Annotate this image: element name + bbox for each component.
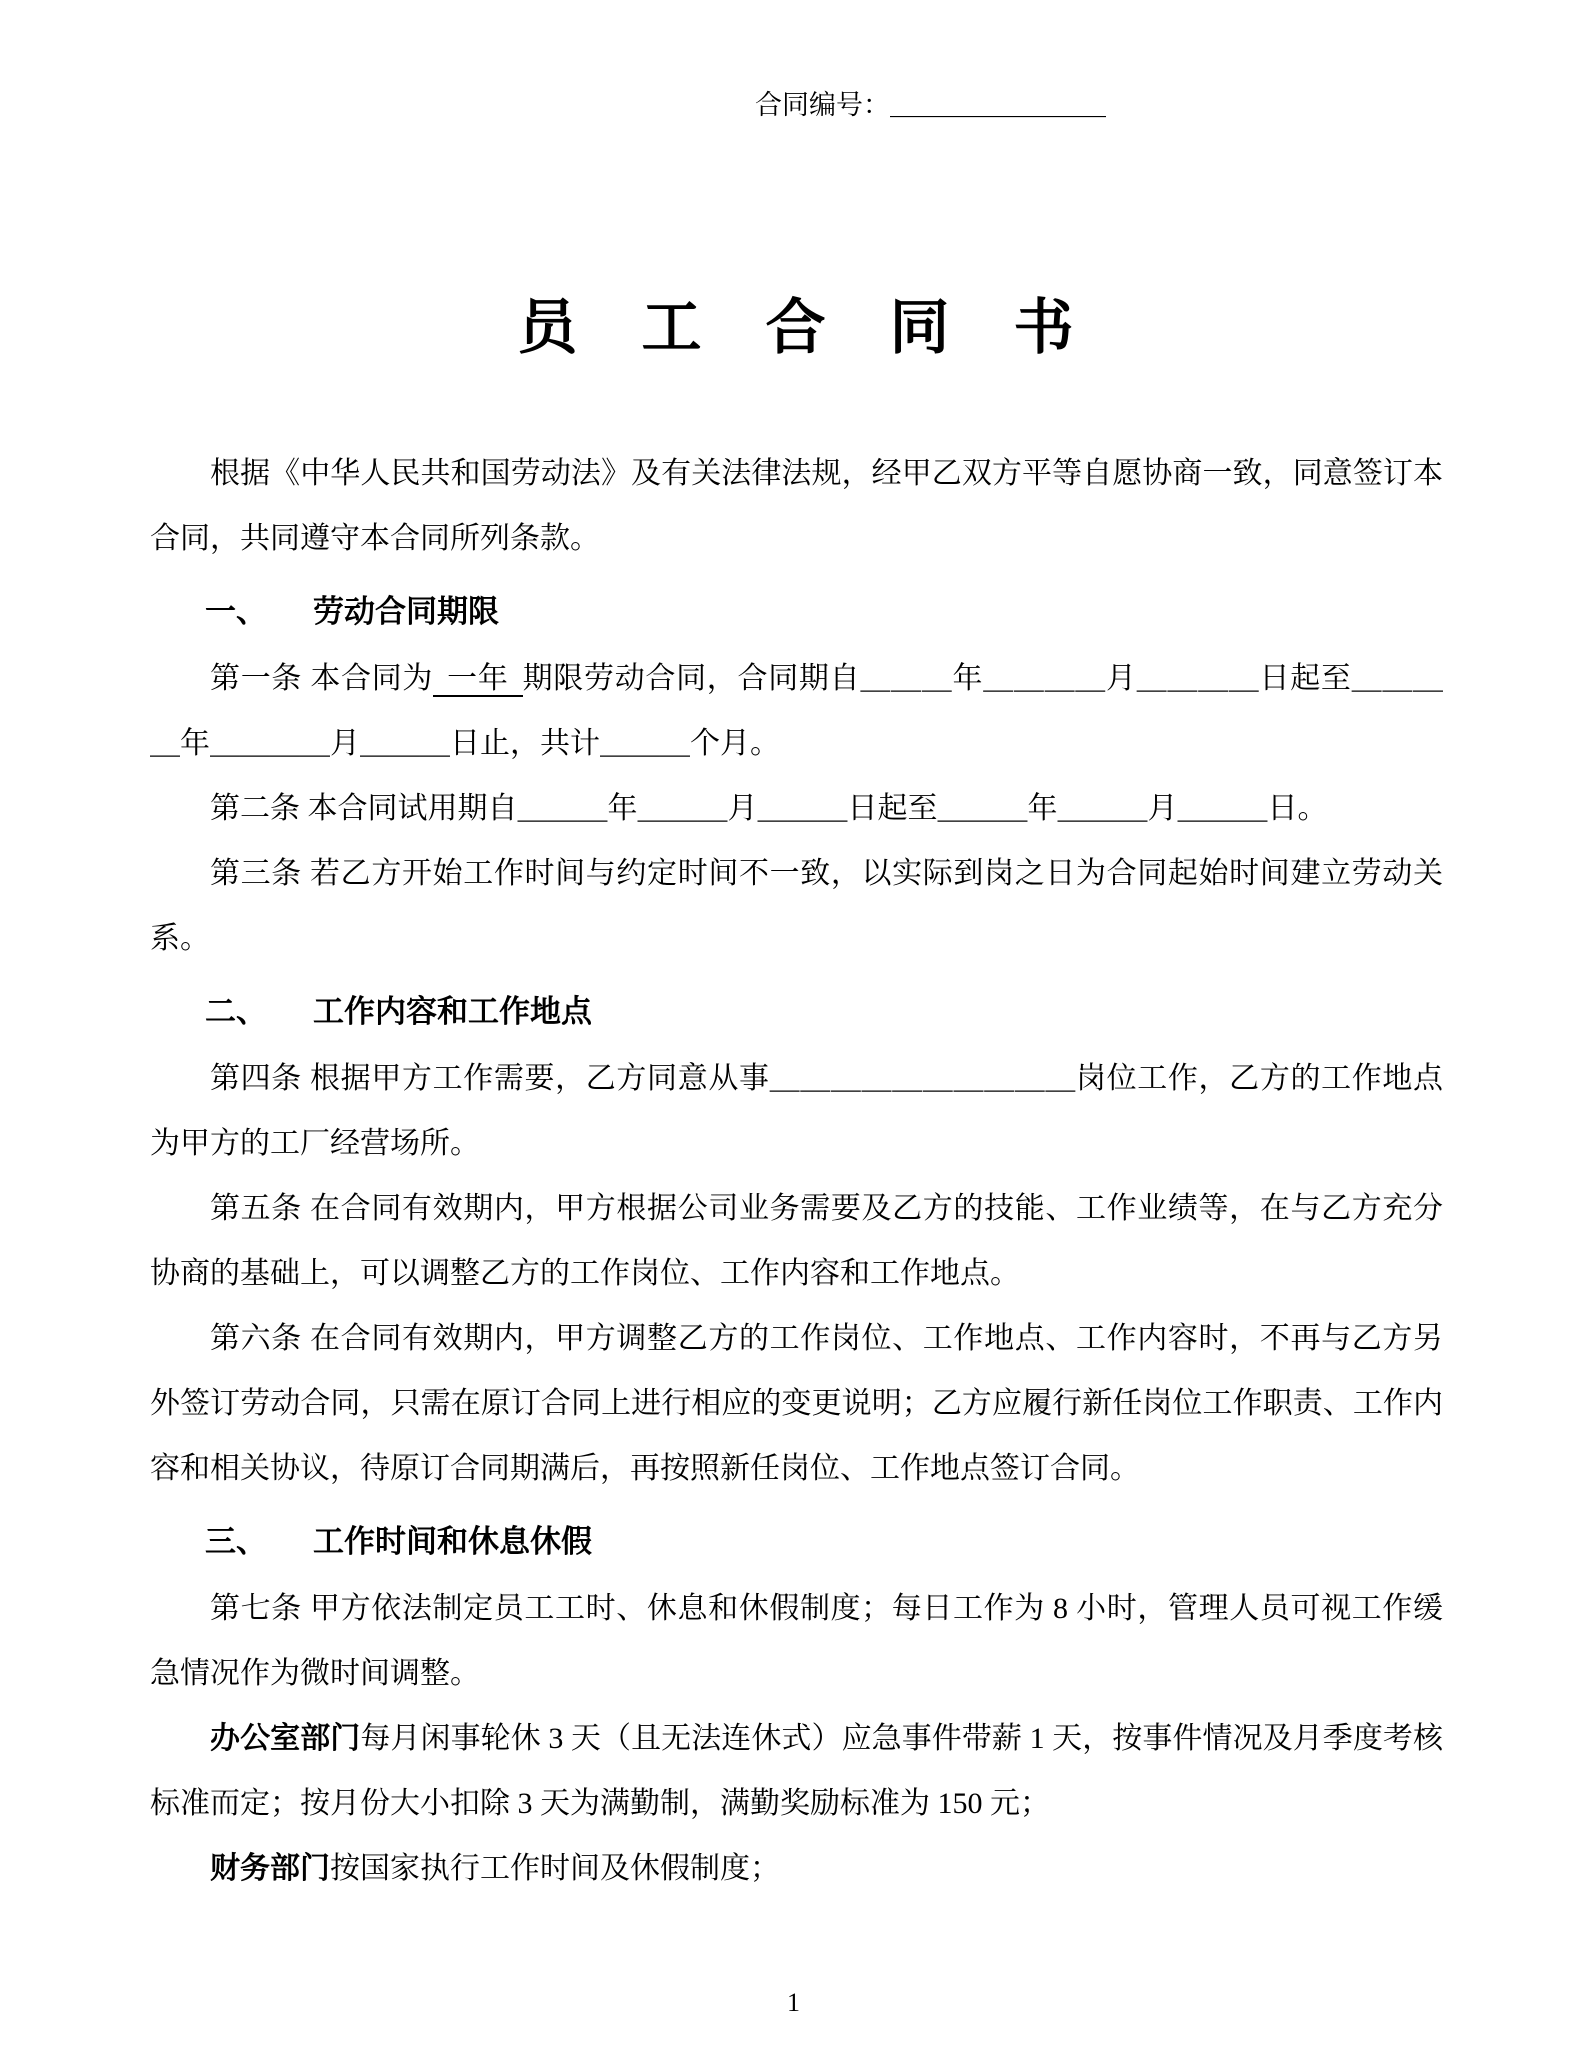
- section-1-title: 劳动合同期限: [313, 594, 499, 629]
- document-title: 员 工 合 同 书: [517, 295, 1076, 361]
- section-2-title: 工作内容和工作地点: [313, 994, 592, 1029]
- section-2-heading: [205, 979, 1443, 1044]
- section-2-number: 二、: [205, 994, 267, 1029]
- contract-number-blank: ＿＿＿＿＿＿＿＿: [890, 90, 1106, 120]
- section-1-heading: [205, 579, 1443, 644]
- article-4-paragraph: [150, 1046, 1443, 1176]
- office-dept-label: 办公室部门: [210, 1722, 361, 1755]
- section-3-number: 三、: [205, 1524, 267, 1559]
- article-4-blank: ＿＿＿＿＿＿＿＿＿＿: [769, 1062, 1076, 1095]
- article-2-paragraph: 第二条 本合同试用期自＿＿＿年＿＿＿月＿＿＿日起至＿＿＿年＿＿＿月＿＿＿日。: [210, 792, 1328, 825]
- finance-dept-label: 财务部门: [210, 1852, 330, 1885]
- article-1-rest: 期限劳动合同，合同期自＿＿＿年＿＿＿＿月＿＿＿＿日起至＿＿＿＿年＿＿＿＿月＿＿＿日止，共计＿＿＿个月。: [150, 662, 1444, 760]
- section-1-number: 一、: [205, 594, 267, 629]
- finance-dept-paragraph: [150, 1836, 1443, 1901]
- article-4-rest: 岗位工作，乙方的工作地点为甲方的工厂经营场所。: [150, 1062, 1444, 1160]
- article-1-paragraph: [150, 646, 1443, 776]
- article-3-paragraph: 第三条 若乙方开始工作时间与约定时间不一致，以实际到岗之日为合同起始时间建立劳动关系。: [150, 857, 1443, 955]
- page-number: 1: [787, 1988, 800, 2017]
- office-dept-paragraph: [150, 1706, 1443, 1836]
- article-4-lead: 第四条 根据甲方工作需要，乙方同意从事: [210, 1062, 770, 1095]
- section-3-title: 工作时间和休息休假: [313, 1524, 592, 1559]
- finance-dept-rest: 按国家执行工作时间及休假制度；: [330, 1852, 780, 1885]
- contract-number-label: 合同编号：: [755, 90, 890, 120]
- office-dept-rest: 每月闲事轮休 3 天（且无法连休式）应急事件带薪 1 天，按事件情况及月季度考核标准而定；按月份大小扣除 3 天为满勤制，满勤奖励标准为 150 元；: [150, 1722, 1444, 1820]
- article-1-lead: 第一条 本合同为: [210, 662, 434, 695]
- article-5-paragraph: 第五条 在合同有效期内，甲方根据公司业务需要及乙方的技能、工作业绩等，在与乙方充分协商的基础上，可以调整乙方的工作岗位、工作内容和工作地点。: [150, 1192, 1443, 1290]
- article-6-paragraph: 第六条 在合同有效期内，甲方调整乙方的工作岗位、工作地点、工作内容时，不再与乙方另外签订劳动合同，只需在原订合同上进行相应的变更说明；乙方应履行新任岗位工作职责、工作内容和相关协议，待原订合同期满后，再按照新任岗位、工作地点签订合同。: [150, 1322, 1443, 1485]
- contract-number-row: [755, 88, 1443, 122]
- section-3-heading: [205, 1509, 1443, 1574]
- article-7-paragraph: 第七条 甲方依法制定员工工时、休息和休假制度；每日工作为 8 小时，管理人员可视工作缓急情况作为微时间调整。: [150, 1592, 1443, 1690]
- article-1-term-underlined: 一年: [433, 662, 522, 697]
- intro-paragraph: 根据《中华人民共和国劳动法》及有关法律法规，经甲乙双方平等自愿协商一致，同意签订本合同，共同遵守本合同所列条款。: [150, 457, 1443, 555]
